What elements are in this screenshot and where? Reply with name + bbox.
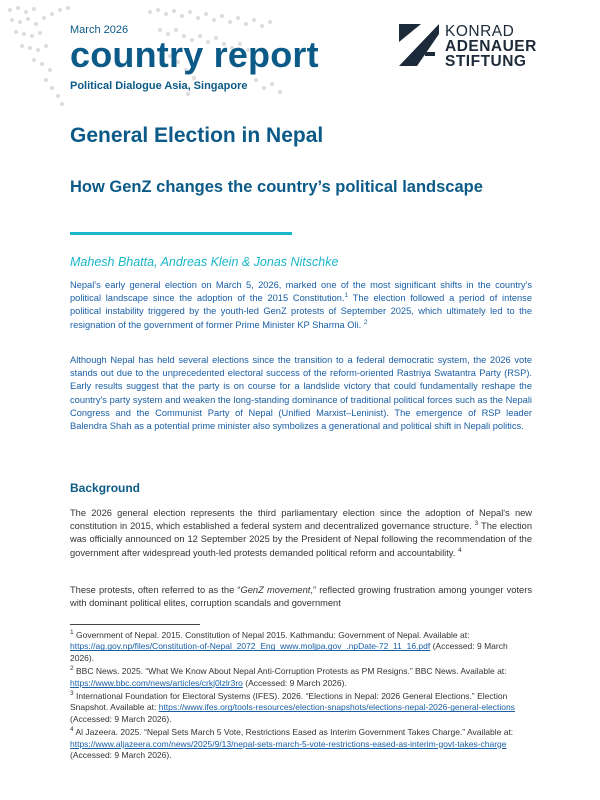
document-title: General Election in Nepal [70, 124, 324, 147]
footnote-ref-4[interactable]: 4 [457, 546, 462, 554]
footnote [70, 727, 532, 761]
footnote-accessed: (Accessed: 9 March 2026). [70, 750, 172, 761]
background-p2-emphasis: GenZ movement [240, 585, 311, 595]
logo-line-konrad: KONRAD [445, 23, 515, 40]
footnote-link[interactable]: https://www.bbc.com/news/articles/crkj0lzlr3ro [70, 677, 243, 688]
footnote-accessed: (Accessed: 9 March 2026). [70, 713, 172, 724]
footnote-text: BBC News. 2025. “What We Know About Nepal Anti-Corruption Protests as PM Resigns.” BBC News. Available at: [73, 666, 507, 677]
footnote-number: 2 [70, 665, 74, 673]
footnote-text: International Foundation for Electoral Systems (IFES). 2026. “Elections in Nepal: 2026 General Elections.” Election Snapshot. Available at: [70, 691, 508, 713]
logo-line-adenauer: ADENAUER [445, 38, 537, 55]
accent-divider [70, 232, 292, 235]
section-heading-background: Background [70, 481, 141, 495]
footnote-text: Al Jazeera. 2025. “Nepal Sets March 5 Vote, Restrictions Eased as Interim Government Takes Charge.” Available at: [73, 727, 514, 738]
kas-logo-icon [399, 24, 439, 66]
footnote-divider [70, 624, 200, 625]
report-type-title: country report [70, 34, 319, 75]
footnote-text: Government of Nepal. 2015. Constitution of Nepal 2015. Kathmandu: Government of Nepal. Available at: [73, 630, 470, 640]
background-p1-text-a: The 2026 general election represents the third parliamentary election since the adoption of Nepal's new constitution in 2015, which established a federal system and decentralized governance structure. [70, 508, 532, 532]
footnote-ref-1[interactable]: 1 [344, 292, 349, 300]
background-paragraph-1 [70, 507, 532, 560]
background-p2-text-b: ,” reflected growing frustration among younger voters with dominant political elites, corruption scandals and government [70, 585, 532, 609]
background-p2-text-a: These protests, often referred to as the “ [70, 585, 241, 595]
intro-paragraph-2: Although Nepal has held several elections since the transition to a federal democratic system, the 2026 vote stands out due to the unprecedented electoral success of the reform-oriented Rastriya Swatantra Party (RSP). Early results suggest that the party is on course for a landslide victory that could fundamentally reshape the country's party system and weaken the long-standing dominance of traditional political forces such as the Nepali Congress and the Communist Party of Nepal (Unified Marxist–Leninist). The emergence of RSP leader Balendra Shah as a potential prime minister also symbolizes a generational and political shift in Nepali politics. [70, 355, 532, 432]
footnote-link[interactable]: https://ag.gov.np/files/Constitution-of-Nepal_2072_Eng_www.moljpa.gov_.npDate-72_11_16.pdf [70, 641, 431, 652]
report-date: March 2026 [70, 24, 129, 36]
footnote-number: 4 [70, 726, 74, 734]
program-name: Political Dialogue Asia, Singapore [70, 80, 248, 92]
document-subtitle: How GenZ changes the country’s political landscape [70, 178, 483, 196]
footnote-number: 3 [70, 690, 74, 698]
footnote [70, 691, 532, 725]
kas-logo [399, 24, 537, 69]
background-p1-text-b: The election was officially announced on 12 September 2025 by the President of Nepal following the recommendation of the government after widespread youth-led protests demanded political reform and accountability. [70, 521, 533, 558]
footnote-ref-3[interactable]: 3 [474, 520, 479, 528]
footnote-accessed: (Accessed: 9 March 2026). [70, 641, 508, 663]
intro-p1-text-a: Nepal's early general election on March 5, 2026, marked one of the most significant shifts in the country's political landscape since the adoption of the 2015 Constitution. [70, 280, 532, 304]
footnote-link[interactable]: https://www.ifes.org/tools-resources/election-snapshots/elections-nepal-2026-general-elections [158, 702, 515, 713]
footnotes [70, 630, 532, 763]
logo-line-stiftung: STIFTUNG [445, 53, 527, 70]
intro-paragraph-1 [70, 279, 532, 332]
kas-logo-text [445, 24, 537, 69]
authors: Mahesh Bhatta, Andreas Klein & Jonas Nitschke [70, 255, 339, 269]
intro-p1-text-b: The election followed a period of intense political instability triggered by the youth-led GenZ protests of September 2025, which ultimately led to the resignation of the government of former Prime Minister KP Sharma Oli. [70, 293, 532, 330]
footnote-accessed: (Accessed: 9 March 2026). [242, 677, 347, 688]
footnote [70, 666, 532, 689]
footnote [70, 630, 532, 664]
footnote-link[interactable]: https://www.aljazeera.com/news/2025/9/13/nepal-sets-march-5-vote-restrictions-eased-as-interim-govt-takes-charge [70, 738, 507, 749]
background-paragraph-2 [70, 584, 532, 610]
report-header [70, 24, 319, 92]
footnote-ref-2[interactable]: 2 [363, 318, 368, 326]
footnote-number: 1 [70, 629, 74, 637]
